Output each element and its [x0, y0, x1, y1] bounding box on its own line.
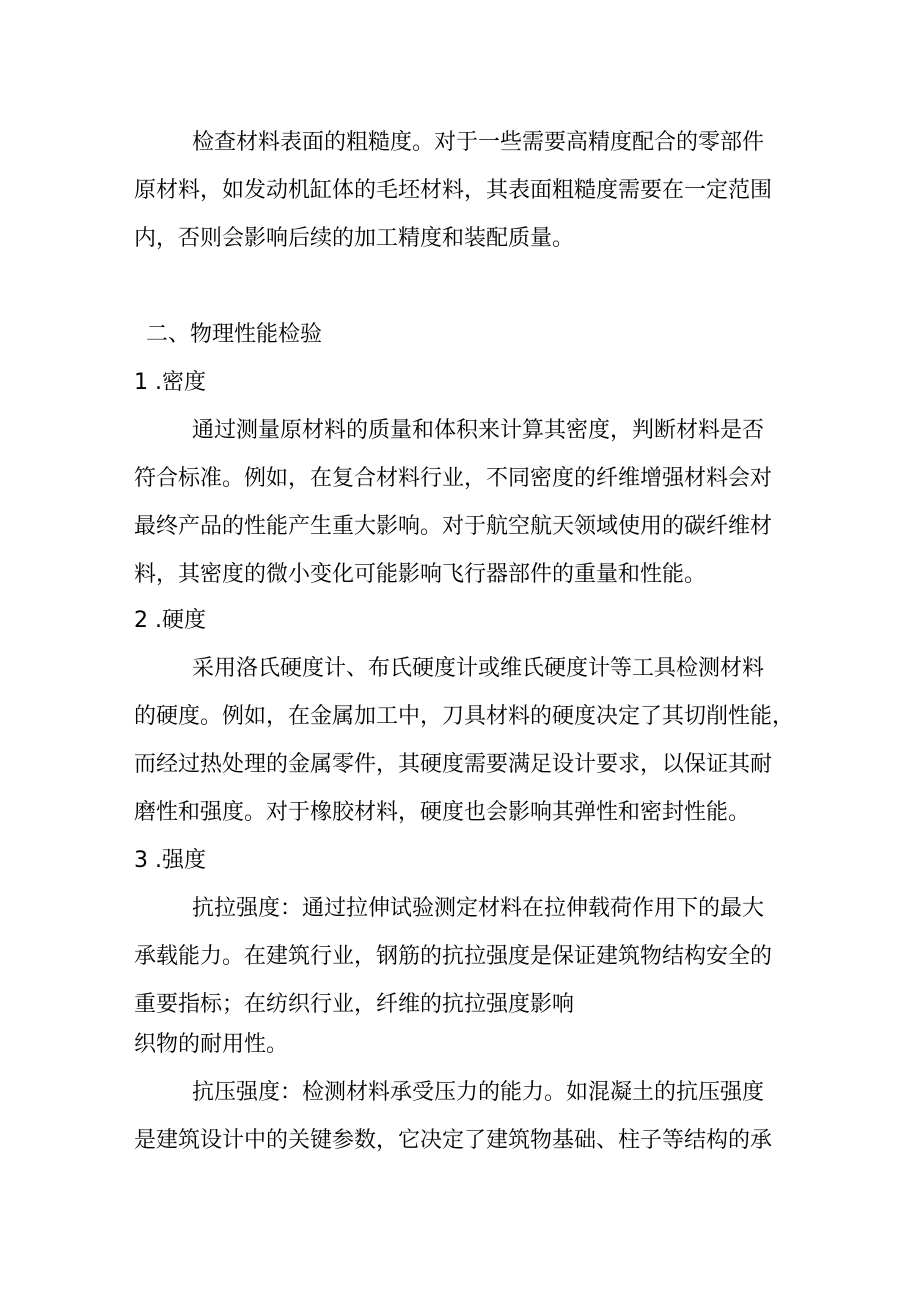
paragraph-line: 抗拉强度：通过拉伸试验测定材料在拉伸载荷作用下的最大	[192, 896, 765, 921]
paragraph-line: 最终产品的性能产生重大影响。对于航空航天领域使用的碳纤维材	[134, 514, 773, 539]
paragraph-line: 通过测量原材料的质量和体积来计算其密度，判断材料是否	[192, 418, 765, 443]
paragraph-line: 抗压强度：检测材料承受压力的能力。如混凝土的抗压强度	[192, 1080, 765, 1105]
item-heading-strength: 3 .强度	[134, 848, 206, 873]
item-heading-hardness: 2 .硬度	[134, 608, 206, 633]
paragraph-line: 是建筑设计中的关键参数，它决定了建筑物基础、柱子等结构的承	[134, 1128, 773, 1153]
paragraph-line: 料，其密度的微小变化可能影响飞行器部件的重量和性能。	[134, 562, 707, 587]
paragraph-line: 承载能力。在建筑行业，钢筋的抗拉强度是保证建筑物结构安全的	[134, 944, 773, 969]
paragraph-line: 的硬度。例如，在金属加工中，刀具材料的硬度决定了其切削性能，	[134, 704, 795, 729]
paragraph-line: 内，否则会影响后续的加工精度和装配质量。	[134, 226, 575, 251]
paragraph-line: 织物的耐用性。	[134, 1032, 289, 1057]
paragraph-line: 而经过热处理的金属零件，其硬度需要满足设计要求，以保证其耐	[134, 752, 773, 777]
paragraph-line: 重要指标；在纺织行业，纤维的抗拉强度影响	[134, 992, 575, 1017]
item-heading-density: 1 .密度	[134, 370, 206, 395]
paragraph-line: 采用洛氏硬度计、布氏硬度计或维氏硬度计等工具检测材料	[192, 656, 765, 681]
paragraph-line: 原材料，如发动机缸体的毛坯材料，其表面粗糙度需要在一定范围	[134, 178, 773, 203]
paragraph-line: 检查材料表面的粗糙度。对于一些需要高精度配合的零部件	[192, 130, 765, 155]
section-title: 二、物理性能检验	[146, 322, 323, 347]
paragraph-line: 磨性和强度。对于橡胶材料，硬度也会影响其弹性和密封性能。	[134, 800, 751, 825]
paragraph-line: 符合标准。例如，在复合材料行业，不同密度的纤维增强材料会对	[134, 466, 773, 491]
